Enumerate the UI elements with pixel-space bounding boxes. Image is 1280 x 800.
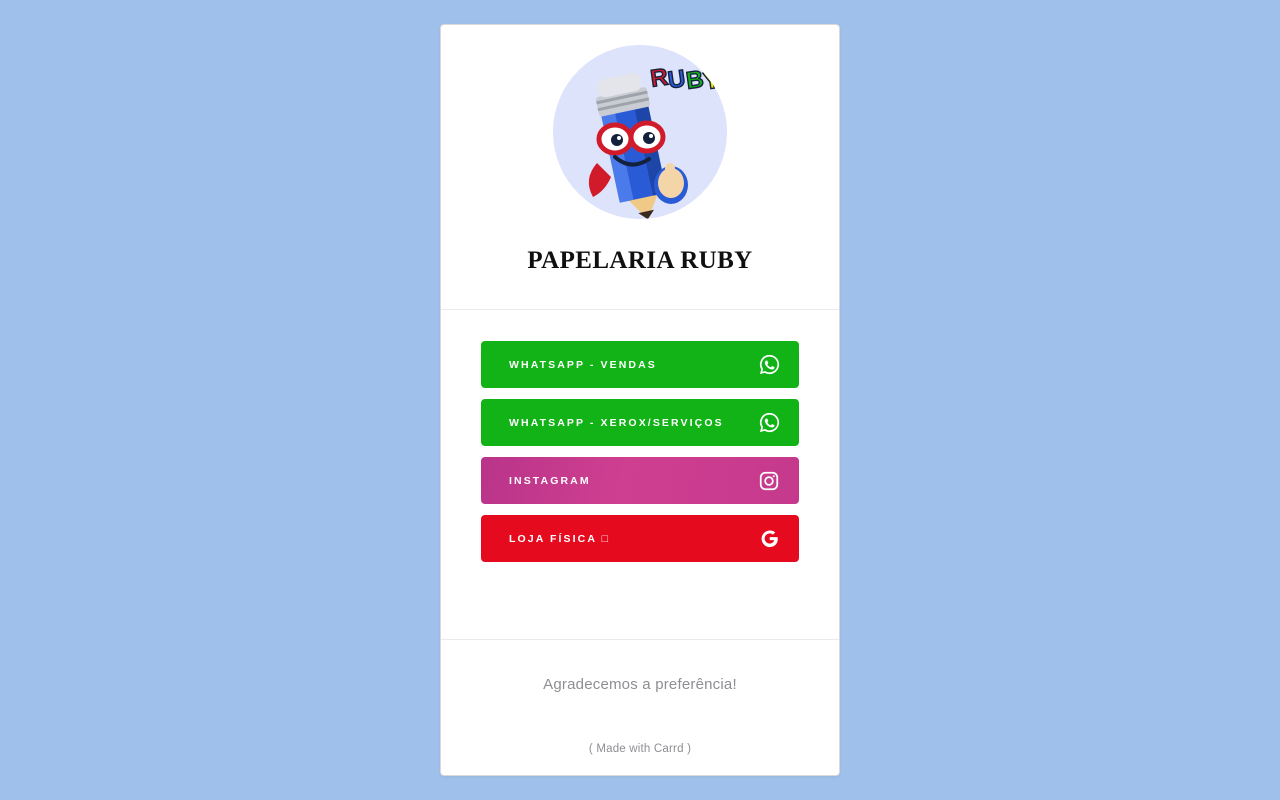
link-instagram[interactable] bbox=[481, 457, 799, 504]
whatsapp-icon bbox=[757, 353, 781, 377]
link-label: WHATSAPP - XEROX/SERVIÇOS bbox=[509, 416, 724, 429]
link-in-bio-card bbox=[440, 24, 840, 776]
link-whatsapp-vendas[interactable] bbox=[481, 341, 799, 388]
card-footer bbox=[441, 640, 839, 775]
google-icon bbox=[757, 527, 781, 551]
link-label: INSTAGRAM bbox=[509, 474, 591, 487]
page-title: PAPELARIA RUBY bbox=[527, 247, 753, 274]
whatsapp-icon bbox=[757, 411, 781, 435]
logo-avatar bbox=[553, 45, 727, 219]
logo-wordmark bbox=[649, 57, 722, 103]
card-header bbox=[441, 25, 839, 310]
carrd-credit-link[interactable]: ( Made with Carrd ) bbox=[588, 743, 692, 755]
links-section bbox=[441, 310, 839, 640]
ruby-pencil-mascot-icon bbox=[553, 45, 727, 219]
link-label: WHATSAPP - VENDAS bbox=[509, 358, 657, 371]
svg-text:R: R bbox=[648, 63, 670, 93]
link-label: LOJA FÍSICA □ bbox=[509, 532, 611, 545]
svg-text:Y: Y bbox=[701, 66, 722, 96]
link-whatsapp-xerox[interactable] bbox=[481, 399, 799, 446]
svg-text:U: U bbox=[666, 65, 688, 95]
thanks-message: Agradecemos a preferência! bbox=[543, 676, 737, 693]
svg-text:B: B bbox=[684, 65, 706, 95]
link-loja-fisica[interactable] bbox=[481, 515, 799, 562]
instagram-icon bbox=[757, 469, 781, 493]
